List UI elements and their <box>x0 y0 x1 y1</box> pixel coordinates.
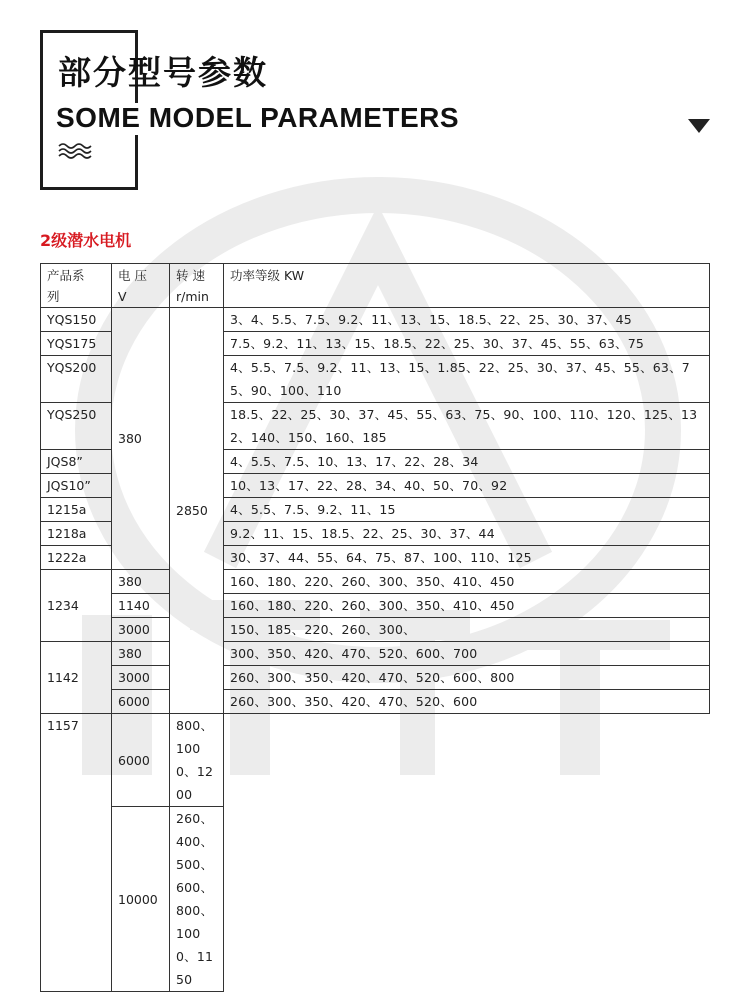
series-cell: 1218a <box>41 522 112 546</box>
voltage-cell: 380 <box>112 570 170 594</box>
series-cell: 1234 <box>41 570 112 642</box>
table-row <box>41 570 710 594</box>
voltage-cell-shared: 380 <box>112 308 170 570</box>
table-row <box>41 714 710 807</box>
voltage-cell: 1140 <box>112 594 170 618</box>
power-cell: 160、180、220、260、300、350、410、450 <box>224 570 710 594</box>
power-cell: 18.5、22、25、30、37、45、55、63、75、90、100、110、120、125、132、140、150、160、185 <box>224 403 710 450</box>
page-subtitle: SOME MODEL PARAMETERS <box>56 102 460 133</box>
table-row <box>41 618 710 642</box>
page-title: 部分型号参数 <box>58 53 268 92</box>
power-cell: 4、5.5、7.5、10、13、17、22、28、34 <box>224 450 710 474</box>
table-row <box>41 807 710 992</box>
power-cell: 10、13、17、22、28、34、40、50、70、92 <box>224 474 710 498</box>
series-cell: YQS200 <box>41 356 112 403</box>
parameters-table <box>40 263 710 992</box>
power-cell: 160、180、220、260、300、350、410、450 <box>224 594 710 618</box>
table-row <box>41 666 710 690</box>
header-power: 功率等级 KW <box>224 264 710 308</box>
series-cell: YQS250 <box>41 403 112 450</box>
voltage-cell: 6000 <box>112 714 170 807</box>
series-cell: 1157 <box>41 714 112 992</box>
series-cell: YQS150 <box>41 308 112 332</box>
voltage-cell: 10000 <box>112 807 170 992</box>
series-cell: 1222a <box>41 546 112 570</box>
table-row <box>41 594 710 618</box>
power-cell: 4、5.5、7.5、9.2、11、13、15、1.85、22、25、30、37、45、55、63、75、90、100、110 <box>224 356 710 403</box>
voltage-cell: 6000 <box>112 690 170 714</box>
series-cell: JQS8” <box>41 450 112 474</box>
power-cell: 30、37、44、55、64、75、87、100、110、125 <box>224 546 710 570</box>
series-cell: JQS10” <box>41 474 112 498</box>
header-voltage: 电 压 V <box>112 264 170 308</box>
table-header-row <box>41 264 710 308</box>
power-cell: 800、1000、1200 <box>170 714 224 807</box>
power-cell: 260、400、500、600、800、1000、1150 <box>170 807 224 992</box>
power-cell: 300、350、420、470、520、600、700 <box>224 642 710 666</box>
table-row <box>41 642 710 666</box>
section-title: 2级潜水电机 <box>40 231 132 250</box>
table-row <box>41 308 710 332</box>
speed-cell-shared: 2850 <box>170 308 224 714</box>
series-cell: 1142 <box>41 642 112 714</box>
table-row <box>41 690 710 714</box>
power-cell: 4、5.5、7.5、9.2、11、15 <box>224 498 710 522</box>
power-cell: 7.5、9.2、11、13、15、18.5、22、25、30、37、45、55、63、75 <box>224 332 710 356</box>
power-cell: 150、185、220、260、300、 <box>224 618 710 642</box>
voltage-cell: 3000 <box>112 666 170 690</box>
power-cell: 9.2、11、15、18.5、22、25、30、37、44 <box>224 522 710 546</box>
power-cell: 260、300、350、420、470、520、600 <box>224 690 710 714</box>
voltage-cell: 3000 <box>112 618 170 642</box>
series-cell: YQS175 <box>41 332 112 356</box>
series-cell: 1215a <box>41 498 112 522</box>
header-speed: 转 速 r/min <box>170 264 224 308</box>
voltage-cell: 380 <box>112 642 170 666</box>
header-series: 产品系 列 <box>41 264 112 308</box>
triangle-down-icon <box>688 119 710 133</box>
power-cell: 3、4、5.5、7.5、9.2、11、13、15、18.5、22、25、30、37、45 <box>224 308 710 332</box>
wave-icon <box>58 142 94 160</box>
power-cell: 260、300、350、420、470、520、600、800 <box>224 666 710 690</box>
